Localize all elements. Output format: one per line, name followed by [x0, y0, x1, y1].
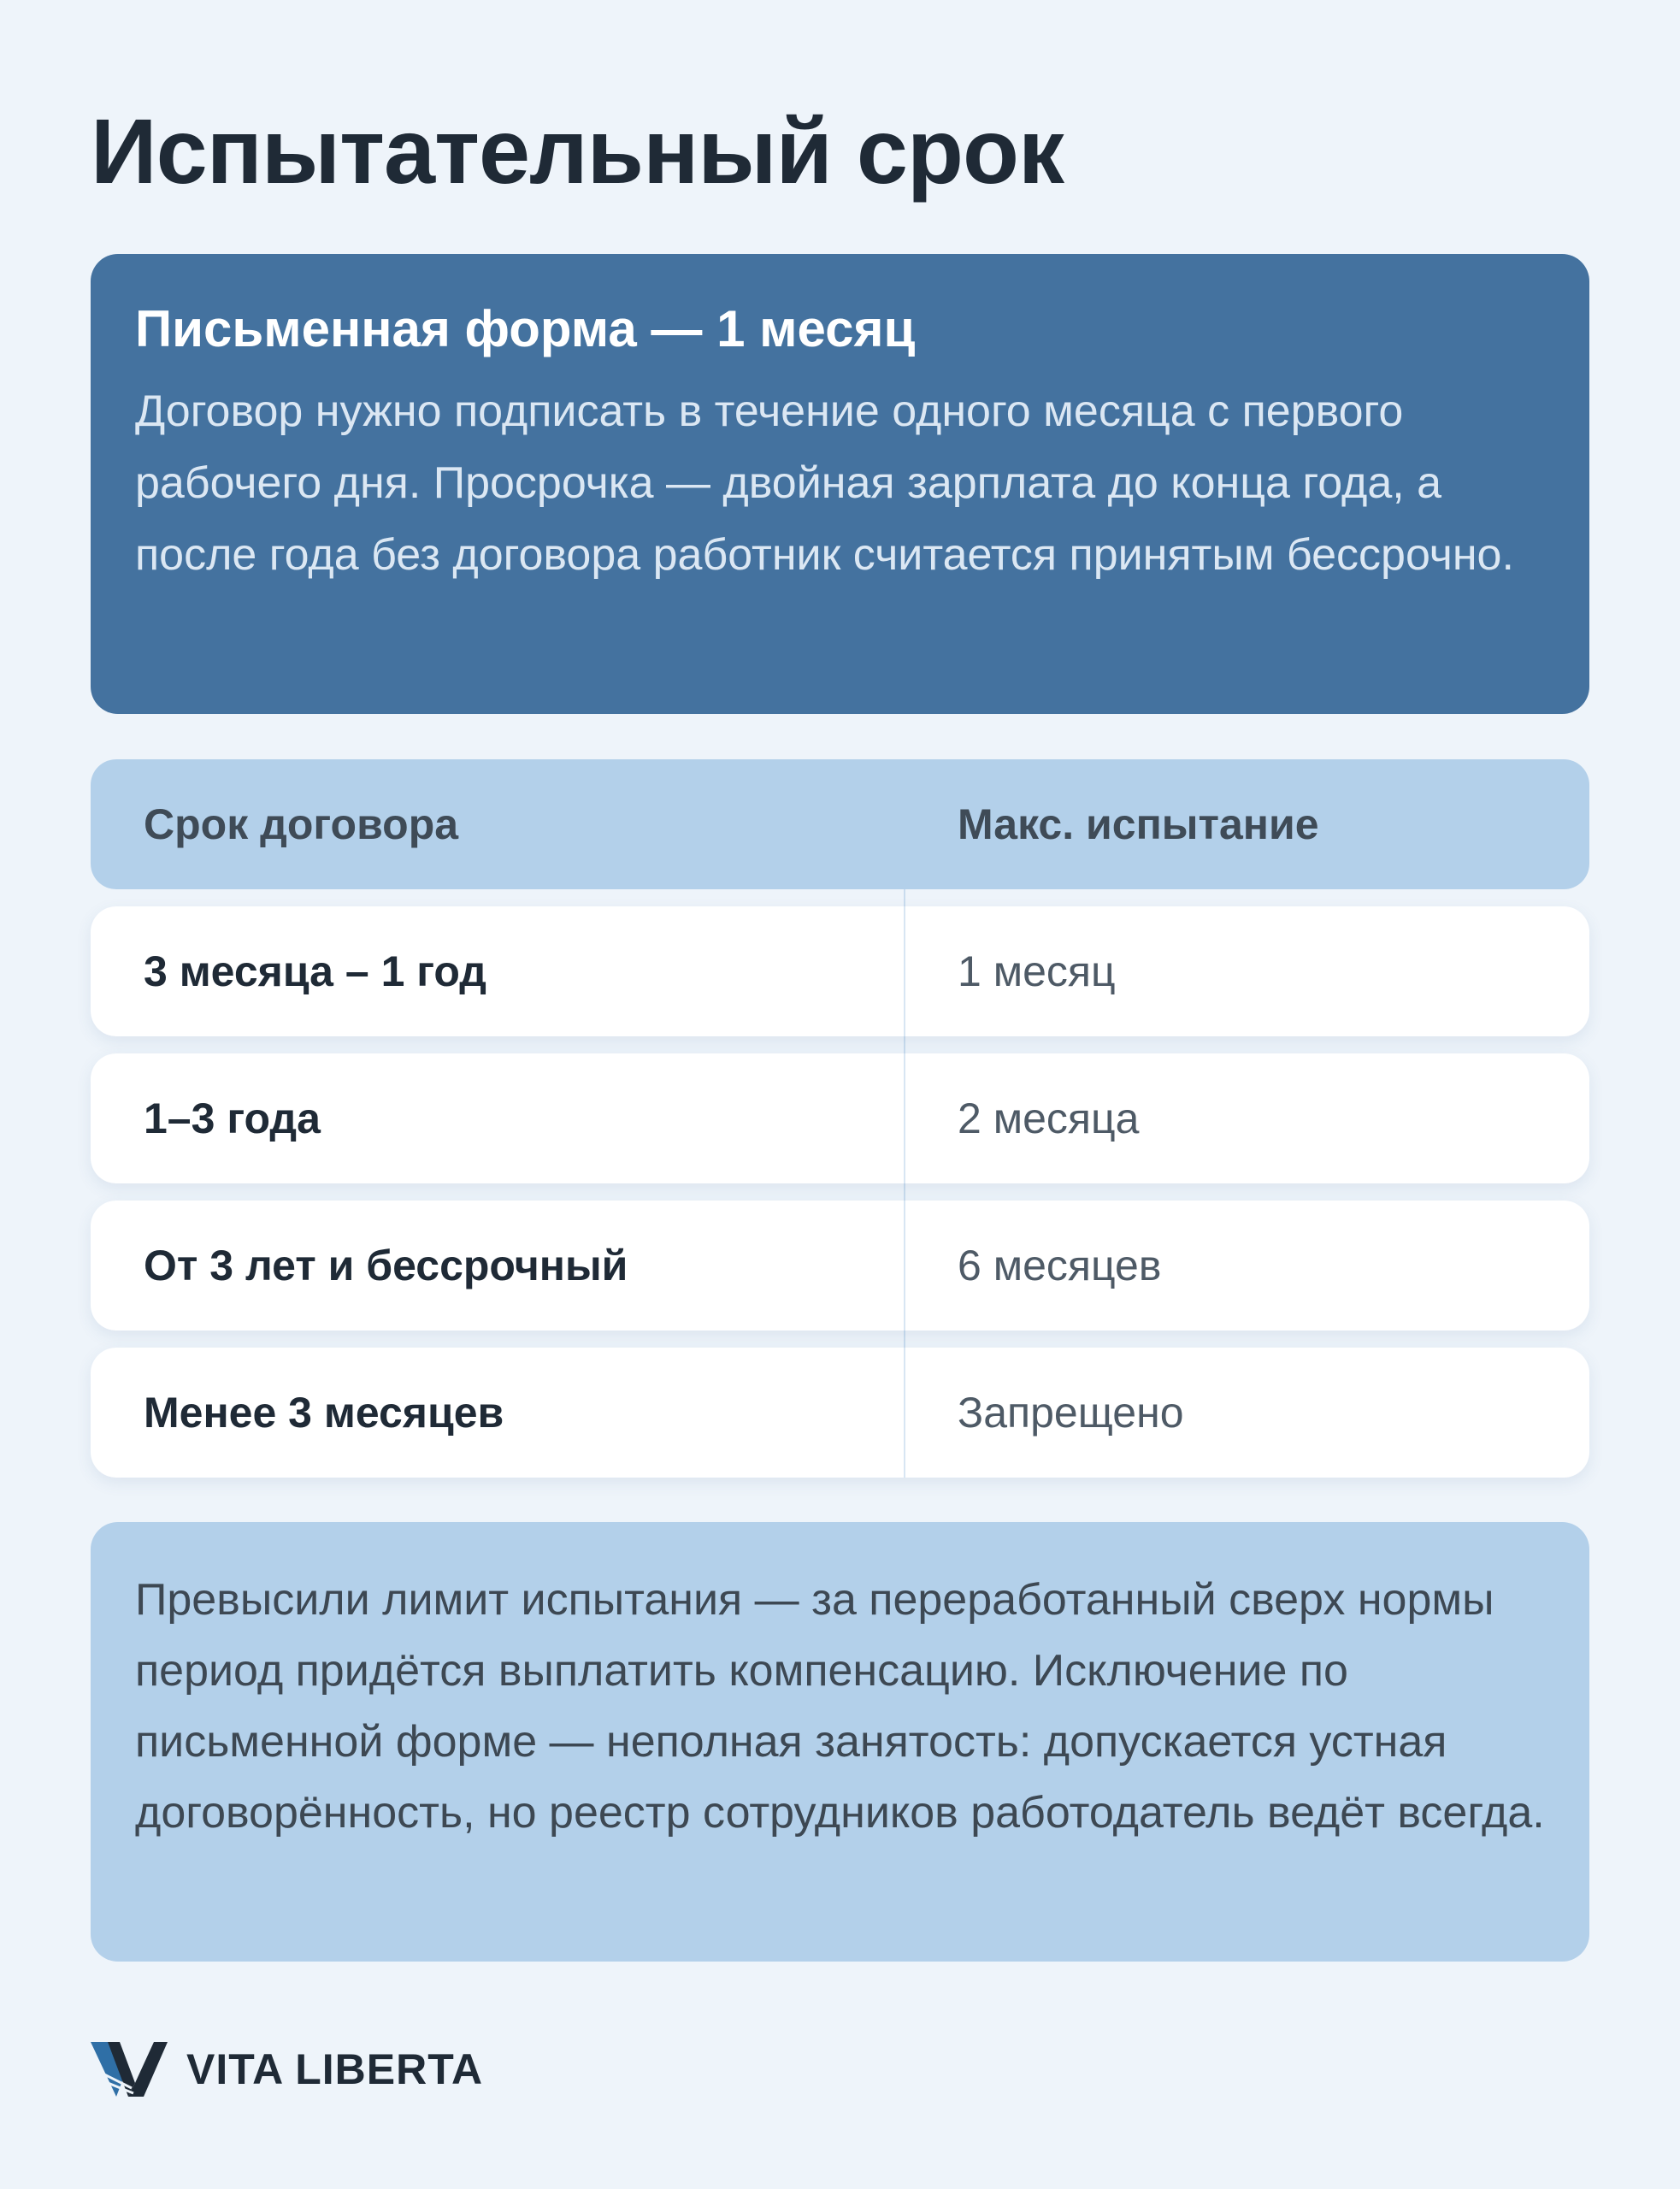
contract-term-cell: Менее 3 месяцев	[144, 1389, 504, 1437]
header-max-probation: Макс. испытание	[958, 800, 1319, 848]
page-title: Испытательный срок	[91, 99, 1064, 203]
written-form-card	[91, 254, 1589, 714]
written-form-text: Договор нужно подписать в течение одного месяца с первого рабочего дня. Просрочка — двойная зарплата до конца года, а после года без договора работник считается принятым бессрочно.	[135, 386, 1514, 580]
contract-term-cell: 3 месяца – 1 год	[144, 947, 487, 995]
row-divider	[904, 906, 905, 1036]
probation-table	[91, 759, 1589, 1478]
table-row	[91, 1348, 1589, 1478]
max-probation-cell: Запрещено	[958, 1389, 1184, 1437]
table-row	[91, 1201, 1589, 1331]
row-divider	[904, 1053, 905, 1183]
max-probation-cell: 6 месяцев	[958, 1242, 1162, 1289]
exceptions-note-text: Превысили лимит испытания — за переработанный сверх нормы период придётся выплатить компенсацию. Исключение по письменной форме — неполная занятость: допускается устная договорённость, но реестр сотрудников работодатель ведёт всегда.	[135, 1575, 1545, 1838]
table-row	[91, 1053, 1589, 1183]
header-contract-term: Срок договора	[144, 800, 459, 848]
row-divider	[904, 1348, 905, 1478]
contract-term-cell: 1–3 года	[144, 1094, 321, 1142]
table-row	[91, 906, 1589, 1036]
max-probation-cell: 2 месяца	[958, 1094, 1140, 1142]
brand-name: VITA LIBERTA	[186, 2045, 484, 2093]
contract-term-cell: От 3 лет и бессрочный	[144, 1242, 628, 1289]
max-probation-cell: 1 месяц	[958, 947, 1116, 995]
row-divider	[904, 1201, 905, 1331]
exceptions-note	[91, 1522, 1589, 1962]
vita-liberta-logo-icon	[91, 2040, 168, 2098]
table-header	[91, 759, 1589, 889]
brand-logo	[91, 2039, 483, 2099]
written-form-title: Письменная форма — 1 месяц	[135, 300, 916, 357]
